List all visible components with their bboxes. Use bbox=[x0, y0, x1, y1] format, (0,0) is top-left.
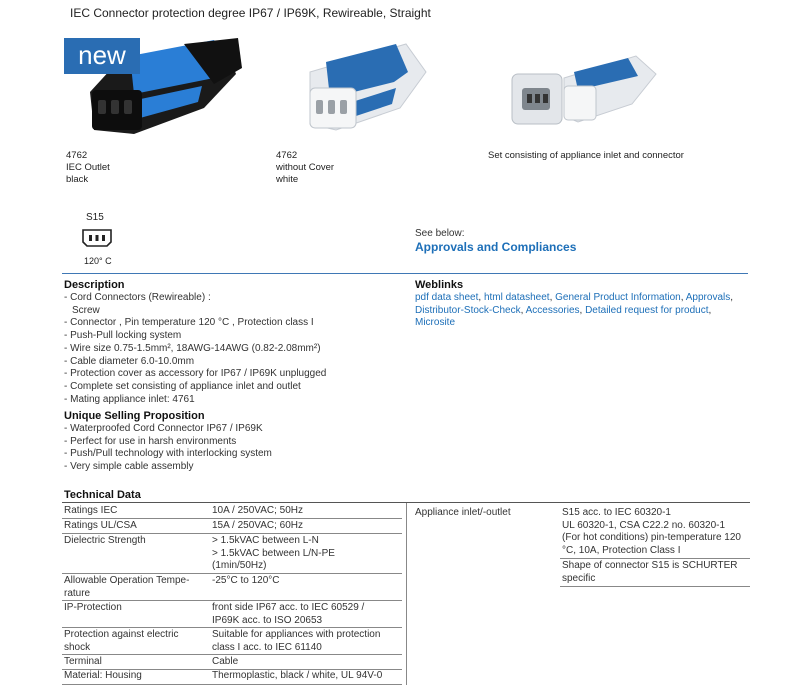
product-image-set bbox=[506, 38, 660, 144]
row-divider bbox=[62, 600, 402, 601]
symbol-temp: 120° C bbox=[84, 256, 112, 266]
product-caption-2 bbox=[276, 150, 334, 186]
caption-line: 4762 bbox=[66, 150, 88, 161]
list-item: - Mating appliance inlet: 4761 bbox=[64, 393, 195, 405]
list-item: - Push/Pull technology with interlocking system bbox=[64, 448, 272, 460]
weblinks-line: Distributor-Stock-Check, Accessories, Detailed request for product, bbox=[415, 304, 712, 316]
value-line: °C, 10A, Protection Class I bbox=[562, 544, 681, 556]
appliance-value-block-1 bbox=[562, 507, 741, 557]
caption-line: IEC Outlet bbox=[66, 162, 110, 173]
link-general-product-information[interactable]: General Product Information bbox=[555, 292, 681, 303]
new-badge-label: new bbox=[78, 40, 126, 70]
list-item: - Very simple cable assembly bbox=[64, 461, 194, 473]
value-line: class I acc. to IEC 61140 bbox=[212, 641, 322, 653]
caption-line: white bbox=[276, 174, 299, 185]
list-item: - Complete set consisting of appliance inlet and outlet bbox=[64, 380, 301, 392]
tech-value: Thermoplastic, black / white, UL 94V-0 bbox=[212, 670, 383, 681]
list-item: - Cord Connectors (Rewireable) : bbox=[64, 292, 211, 303]
value-line: S15 acc. to IEC 60320-1 bbox=[562, 507, 671, 518]
row-divider bbox=[62, 684, 402, 685]
weblinks-title: Weblinks bbox=[415, 279, 464, 291]
usp-list bbox=[64, 423, 272, 474]
list-item: - Connector , Pin temperature 120 °C , Protection class I bbox=[64, 317, 314, 329]
link-approvals[interactable]: Approvals bbox=[685, 292, 731, 303]
tech-label: Dielectric Strength bbox=[64, 535, 146, 546]
description-title: Description bbox=[64, 279, 125, 291]
caption-line: black bbox=[66, 174, 89, 185]
label-line: rature bbox=[64, 587, 91, 599]
row-divider bbox=[560, 586, 750, 587]
description-list bbox=[64, 292, 326, 406]
s15-connector-icon bbox=[80, 228, 114, 251]
label-line: Protection against electric bbox=[64, 629, 179, 640]
tech-label-multiline bbox=[64, 629, 179, 654]
value-line: > 1.5kVAC between L-N bbox=[212, 535, 319, 546]
tech-value-multiline bbox=[212, 629, 380, 654]
value-line: specific bbox=[562, 572, 596, 584]
label-line: Allowable Operation Tempe- bbox=[64, 575, 190, 586]
weblinks-line: pdf data sheet, html datasheet, General Product Information, Approvals, bbox=[415, 292, 734, 303]
tech-value: 15A / 250VAC; 60Hz bbox=[212, 520, 303, 531]
column-divider bbox=[406, 503, 407, 685]
appliance-label: Appliance inlet/-outlet bbox=[415, 507, 511, 518]
value-line: > 1.5kVAC between L/N-PE bbox=[212, 547, 335, 559]
new-badge bbox=[64, 38, 140, 74]
list-item: - Protection cover as accessory for IP67 / IP69K unplugged bbox=[64, 368, 327, 380]
list-item: - Push-Pull locking system bbox=[64, 330, 182, 342]
value-line: Suitable for appliances with protection bbox=[212, 629, 381, 640]
symbol-code: S15 bbox=[86, 212, 104, 223]
row-divider bbox=[62, 533, 402, 534]
link-html-datasheet[interactable]: html datasheet bbox=[483, 292, 550, 303]
caption-line: 4762 bbox=[276, 150, 298, 161]
approvals-link[interactable]: Approvals and Compliances bbox=[415, 240, 577, 254]
see-below-label: See below: bbox=[415, 228, 465, 239]
list-item: - Perfect for use in harsh environments bbox=[64, 435, 237, 447]
row-divider bbox=[62, 573, 402, 574]
appliance-value-block-2 bbox=[562, 560, 737, 585]
tech-value: Cable bbox=[212, 656, 239, 667]
caption-line: without Cover bbox=[276, 162, 335, 173]
label-line: shock bbox=[64, 641, 91, 653]
caption-line: Set consisting of appliance inlet and connector bbox=[488, 150, 684, 161]
page-title: IEC Connector protection degree IP67 / IP69K, Rewireable, Straight bbox=[70, 6, 431, 20]
weblinks-list bbox=[415, 292, 733, 330]
list-item: - Waterproofed Cord Connector IP67 / IP69K bbox=[64, 423, 263, 434]
value-line: (1min/50Hz) bbox=[212, 560, 267, 572]
product-caption-3 bbox=[488, 150, 684, 162]
tech-label-multiline bbox=[64, 575, 189, 600]
tech-value: 10A / 250VAC; 50Hz bbox=[212, 505, 303, 516]
link-detailed-request[interactable]: Detailed request for product bbox=[585, 304, 709, 316]
list-item: - Wire size 0.75-1.5mm², 18AWG-14AWG (0.82-2.08mm²) bbox=[64, 342, 321, 354]
section-divider bbox=[62, 273, 748, 274]
row-divider bbox=[62, 518, 402, 519]
list-item: Screw bbox=[72, 304, 100, 316]
tech-value-multiline bbox=[212, 535, 335, 573]
tech-label: Ratings UL/CSA bbox=[64, 520, 137, 531]
product-caption-1 bbox=[66, 150, 110, 186]
technical-title: Technical Data bbox=[64, 489, 141, 501]
tech-label: Ratings IEC bbox=[64, 505, 118, 516]
value-line: IP69K acc. to ISO 20653 bbox=[212, 614, 323, 626]
value-line: UL 60320-1, CSA C22.2 no. 60320-1 bbox=[562, 519, 726, 531]
product-image-white-connector bbox=[296, 38, 432, 144]
tech-label: IP-Protection bbox=[64, 602, 122, 613]
tech-label: Terminal bbox=[64, 656, 102, 667]
link-accessories[interactable]: Accessories bbox=[525, 304, 580, 316]
link-pdf-data-sheet[interactable]: pdf data sheet bbox=[415, 292, 479, 303]
tech-label: Material: Housing bbox=[64, 670, 142, 681]
tech-value: -25°C to 120°C bbox=[212, 575, 280, 586]
value-line: Shape of connector S15 is SCHURTER bbox=[562, 560, 738, 571]
usp-title: Unique Selling Proposition bbox=[64, 410, 205, 422]
link-microsite[interactable]: Microsite bbox=[415, 317, 456, 329]
value-line: front side IP67 acc. to IEC 60529 / bbox=[212, 602, 365, 613]
tech-value-multiline bbox=[212, 602, 364, 627]
list-item: - Cable diameter 6.0-10.0mm bbox=[64, 355, 195, 367]
row-divider bbox=[62, 654, 402, 655]
value-line: (For hot conditions) pin-temperature 120 bbox=[562, 532, 741, 544]
row-divider bbox=[560, 558, 750, 559]
row-divider bbox=[62, 627, 402, 628]
link-distributor-stock-check[interactable]: Distributor-Stock-Check bbox=[415, 304, 521, 316]
weblinks-line bbox=[415, 317, 733, 330]
